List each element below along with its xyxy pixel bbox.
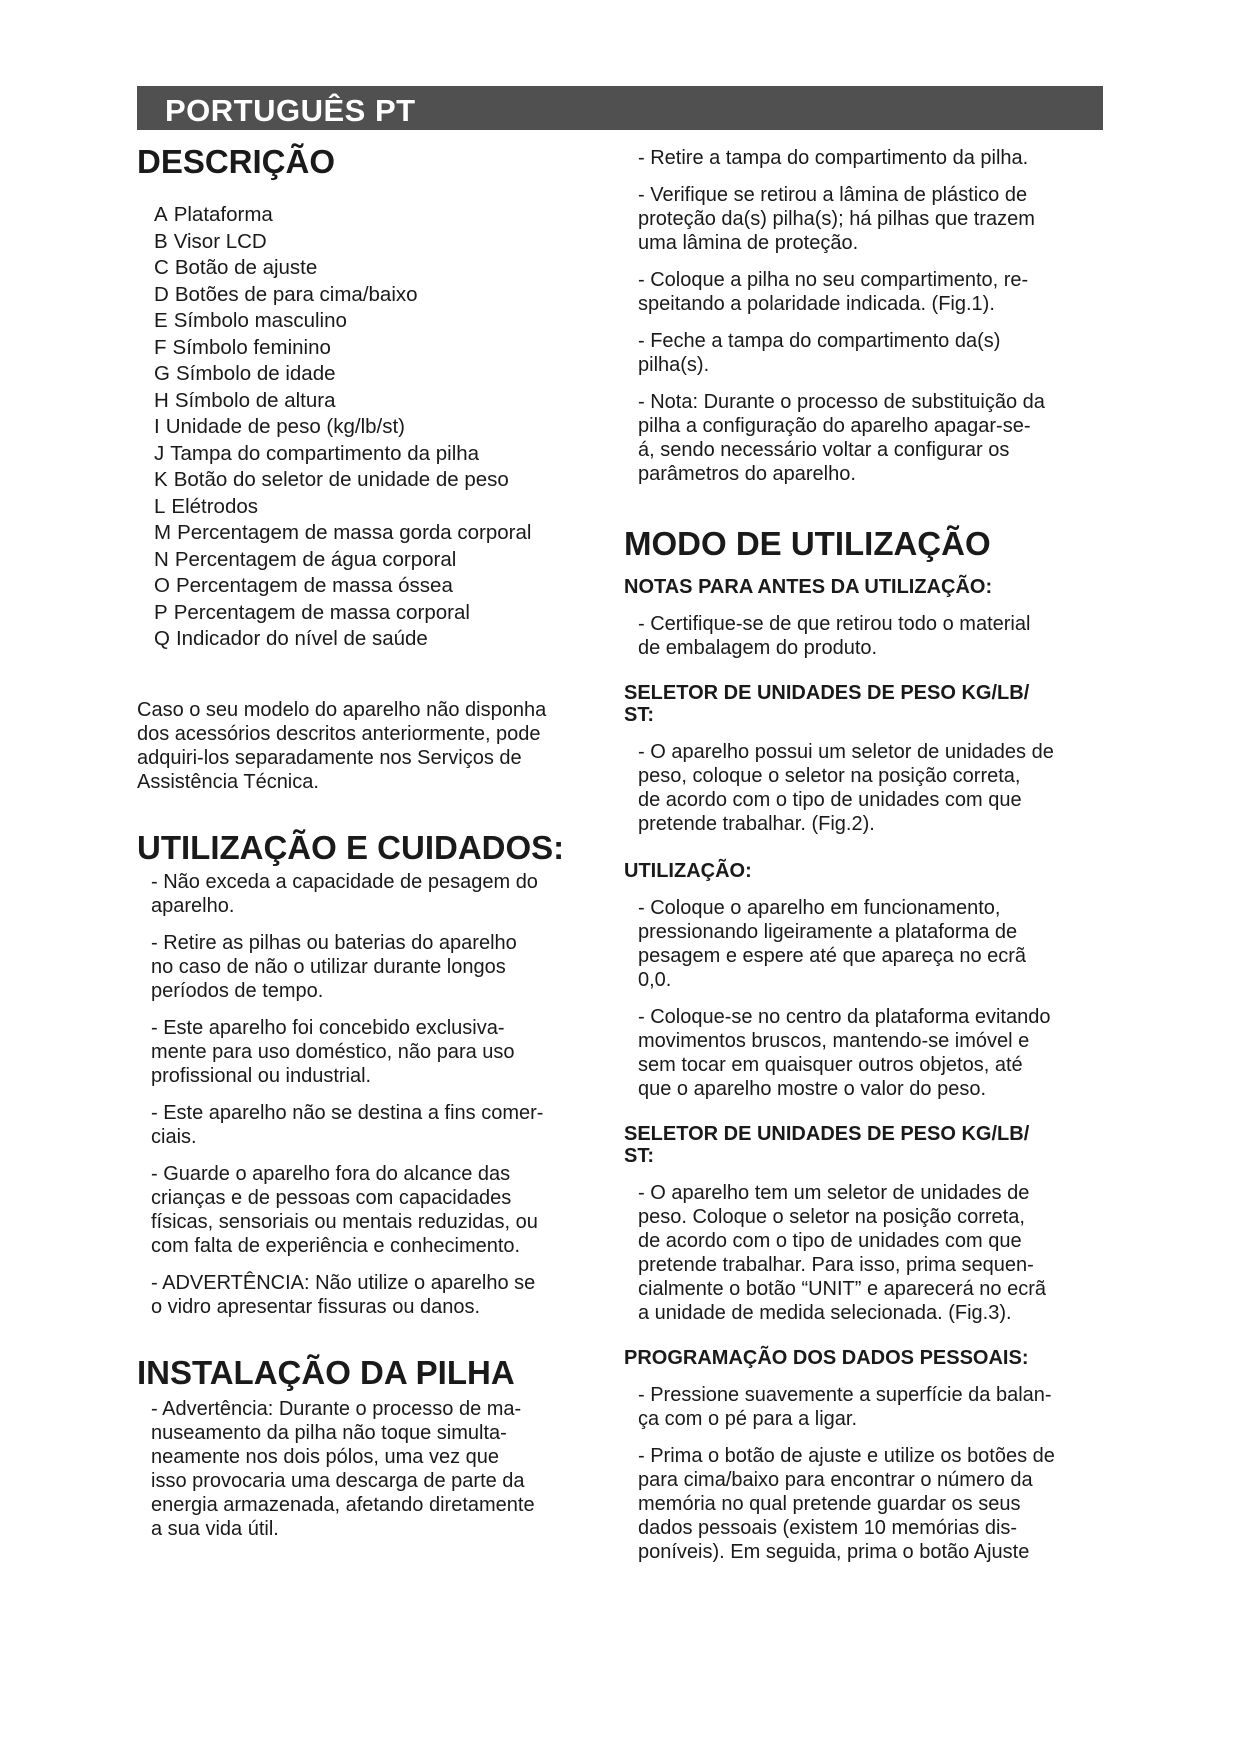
language-title: PORTUGUÊS PT [165,93,416,128]
text-line: - Não exceda a capacidade de pesagem do [151,870,538,893]
paragraph-item [638,268,1106,316]
part-label: Visor LCD [173,229,267,253]
text-line: - Coloque a pilha no seu compartimento, re- [638,269,1029,291]
part-label: Botão de ajuste [174,256,318,279]
notas-heading: NOTAS PARA ANTES DA UTILIZAÇÃO: [624,576,993,598]
paragraph-item [151,1016,607,1088]
text-line: de acordo com o tipo de unidades com que [638,1230,1022,1252]
text-line: com falta de experiência e conhecimento. [151,1234,521,1257]
text-line: sem tocar em quaisquer outros objetos, até [638,1054,1023,1076]
part-label: Percentagem de massa gorda corporal [177,521,532,544]
seletor-list-2 [624,1181,1106,1325]
text-line: uma lâmina de proteção. [638,232,859,254]
part-label: Percentagem de água corporal [174,547,457,571]
paragraph-item [151,1162,607,1258]
text-line: - Retire as pilhas ou baterias do aparelho [151,931,517,954]
part-label: Símbolo de altura [174,388,336,412]
programacao-list [624,1383,1106,1564]
part-letter: H [154,388,169,412]
text-line: - Certifique-se de que retirou todo o material [638,613,1031,635]
part-label: Símbolo masculino [173,309,347,332]
text-line: dos acessórios descritos anteriormente, pode [137,722,541,745]
part-letter: E [154,309,168,332]
paragraph-item [151,1101,607,1149]
text-line: - Coloque o aparelho em funcionamento, [638,897,1001,919]
text-line: mente para uso doméstico, não para uso [151,1040,515,1063]
utilizacao-cuidados-list [137,870,607,1319]
part-item [154,255,607,282]
paragraph-item [638,896,1106,992]
text-line: memória no qual pretende guardar os seus [638,1493,1021,1515]
part-letter: L [154,494,166,518]
text-line: ça com o pé para a ligar. [638,1408,858,1430]
part-letter: M [154,521,172,544]
paragraph-item [151,931,607,1003]
utilizacao-steps-list [624,896,1106,1101]
part-label: Símbolo feminino [172,335,331,359]
paragraph-item [638,1383,1106,1431]
text-line: nuseamento da pilha não toque simulta- [151,1421,507,1444]
text-line: parâmetros do aparelho. [638,463,856,485]
paragraph-item [151,1397,607,1541]
part-letter: C [154,256,169,279]
language-banner [137,86,1103,130]
text-line: - Coloque-se no centro da plataforma evitando [638,1006,1051,1028]
part-label: Símbolo de idade [175,362,336,385]
instalacao-pilha-list [137,1397,607,1541]
paragraph-item [151,870,607,918]
heading-line: ST: [624,704,654,726]
seletor-heading-1 [624,682,1106,726]
text-line: movimentos bruscos, mantendo-se imóvel e [638,1030,1030,1052]
text-line: - Guarde o aparelho fora do alcance das [151,1162,511,1185]
part-item [154,361,607,388]
part-letter: G [154,362,170,385]
text-line: aparelho. [151,894,235,917]
utilizacao-subheading: UTILIZAÇÃO: [624,860,752,882]
text-line: - Advertência: Durante o processo de ma- [151,1397,522,1420]
part-letter: J [154,441,165,465]
text-line: isso provocaria uma descarga de parte da [151,1469,525,1492]
pilha-steps-list [624,146,1106,486]
heading-line: SELETOR DE UNIDADES DE PESO KG/LB/ [624,1123,1030,1145]
text-line: - Verifique se retirou a lâmina de plástico de [638,184,1028,206]
text-line: cialmente o botão “UNIT” e aparecerá no ecrã [638,1278,1046,1300]
part-letter: D [154,282,169,306]
paragraph-item [151,1271,607,1319]
text-line: profissional ou industrial. [151,1064,372,1087]
part-item [154,308,607,335]
text-line: á, sendo necessário voltar a configurar os [638,439,1010,461]
paragraph-item [638,1181,1106,1325]
text-line: de embalagem do produto. [638,637,878,659]
paragraph-item [638,1444,1106,1564]
text-line: pesagem e espere até que apareça no ecrã [638,945,1027,967]
text-line: adquiri-los separadamente nos Serviços de [137,746,522,769]
part-item [154,494,607,521]
heading-line: SELETOR DE UNIDADES DE PESO KG/LB/ [624,682,1030,704]
part-label: Plataforma [173,203,273,226]
text-line: poníveis). Em seguida, prima o botão Ajuste [638,1541,1030,1563]
paragraph-item [638,390,1106,486]
part-letter: N [154,547,169,571]
text-line: Assistência Técnica. [137,770,319,793]
parts-list [137,202,607,653]
part-item [154,414,607,441]
seletor-list-1 [624,740,1106,836]
text-line: a sua vida útil. [151,1517,279,1540]
text-line: pressionando ligeiramente a plataforma de [638,921,1018,943]
text-line: - Este aparelho foi concebido exclusiva- [151,1016,505,1039]
part-label: Elétrodos [171,494,259,518]
text-line: - Prima o botão de ajuste e utilize os botões de [638,1445,1055,1467]
text-line: para cima/baixo para encontrar o número da [638,1469,1033,1491]
accessories-note [137,698,607,794]
part-label: Tampa do compartimento da pilha [170,441,480,465]
part-item [154,229,607,256]
utilizacao-cuidados-heading: UTILIZAÇÃO E CUIDADOS: [137,828,565,866]
part-letter: B [154,229,168,253]
part-label: Percentagem de massa corporal [173,600,470,624]
part-item [154,626,607,653]
part-letter: I [154,415,160,438]
part-letter: A [154,203,168,226]
paragraph-item [638,329,1106,377]
text-line: - Retire a tampa do compartimento da pilha. [638,147,1029,169]
text-line: neamente nos dois pólos, uma vez que [151,1445,499,1468]
text-line: Caso o seu modelo do aparelho não disponha [137,698,547,721]
text-line: pretende trabalhar. (Fig.2). [638,813,875,835]
part-letter: K [154,468,168,491]
text-line: - ADVERTÊNCIA: Não utilize o aparelho se [151,1271,536,1294]
left-column [137,142,607,1541]
part-label: Percentagem de massa óssea [175,574,453,597]
part-item [154,600,607,627]
part-item [154,335,607,362]
part-item [154,573,607,600]
part-item [154,547,607,574]
text-line: no caso de não o utilizar durante longos [151,955,506,978]
part-letter: O [154,574,170,597]
text-line: físicas, sensoriais ou mentais reduzidas, ou [151,1210,538,1233]
part-item [154,202,607,229]
part-item [154,282,607,309]
part-label: Indicador do nível de saúde [175,627,428,650]
text-line: - Nota: Durante o processo de substituição da [638,391,1045,413]
part-letter: Q [154,627,170,650]
text-line: peso. Coloque o seletor na posição correta, [638,1206,1025,1228]
heading-line: ST: [624,1145,654,1167]
part-letter: F [154,335,167,359]
modo-utilizacao-heading: MODO DE UTILIZAÇÃO [624,525,991,562]
text-line: peso, coloque o seletor na posição correta, [638,765,1021,787]
part-item [154,467,607,494]
paragraph-item [638,740,1106,836]
paragraph-item [638,612,1106,660]
text-line: - O aparelho tem um seletor de unidades de [638,1182,1030,1204]
programacao-heading: PROGRAMAÇÃO DOS DADOS PESSOAIS: [624,1347,1029,1369]
text-line: o vidro apresentar fissuras ou danos. [151,1295,481,1318]
part-label: Unidade de peso (kg/lb/st) [165,415,406,438]
right-column [624,146,1106,1564]
accessories-text [137,698,607,794]
instalacao-pilha-heading: INSTALAÇÃO DA PILHA [137,1353,515,1391]
part-letter: P [154,600,168,624]
text-line: períodos de tempo. [151,979,324,1002]
text-line: a unidade de medida selecionada. (Fig.3). [638,1302,1012,1324]
part-label: Botão do seletor de unidade de peso [173,468,509,491]
text-line: - Este aparelho não se destina a fins comer- [151,1101,544,1124]
paragraph-item [638,1005,1106,1101]
text-line: de acordo com o tipo de unidades com que [638,789,1022,811]
text-line: dados pessoais (existem 10 memórias dis- [638,1517,1018,1539]
descricao-heading: DESCRIÇÃO [137,143,336,180]
part-item [154,520,607,547]
text-line: energia armazenada, afetando diretamente [151,1493,535,1516]
text-line: speitando a polaridade indicada. (Fig.1). [638,293,995,315]
paragraph-item [638,146,1106,170]
text-line: - Feche a tampa do compartimento da(s) [638,330,1001,352]
text-line: pretende trabalhar. Para isso, prima sequen- [638,1254,1034,1276]
text-line: crianças e de pessoas com capacidades [151,1186,512,1209]
part-label: Botões de para cima/baixo [174,282,418,306]
part-item [154,441,607,468]
notas-list [624,612,1106,660]
text-line: pilha a configuração do aparelho apagar-se- [638,415,1031,437]
text-line: proteção da(s) pilha(s); há pilhas que trazem [638,208,1035,230]
text-line: pilha(s). [638,354,710,376]
text-line: - Pressione suavemente a superfície da balan- [638,1384,1052,1406]
text-line: - O aparelho possui um seletor de unidades de [638,741,1054,763]
part-item [154,388,607,415]
text-line: que o aparelho mostre o valor do peso. [638,1078,986,1100]
paragraph-item [638,183,1106,255]
text-line: ciais. [151,1125,197,1148]
seletor-heading-2 [624,1123,1106,1167]
text-line: 0,0. [638,969,672,991]
